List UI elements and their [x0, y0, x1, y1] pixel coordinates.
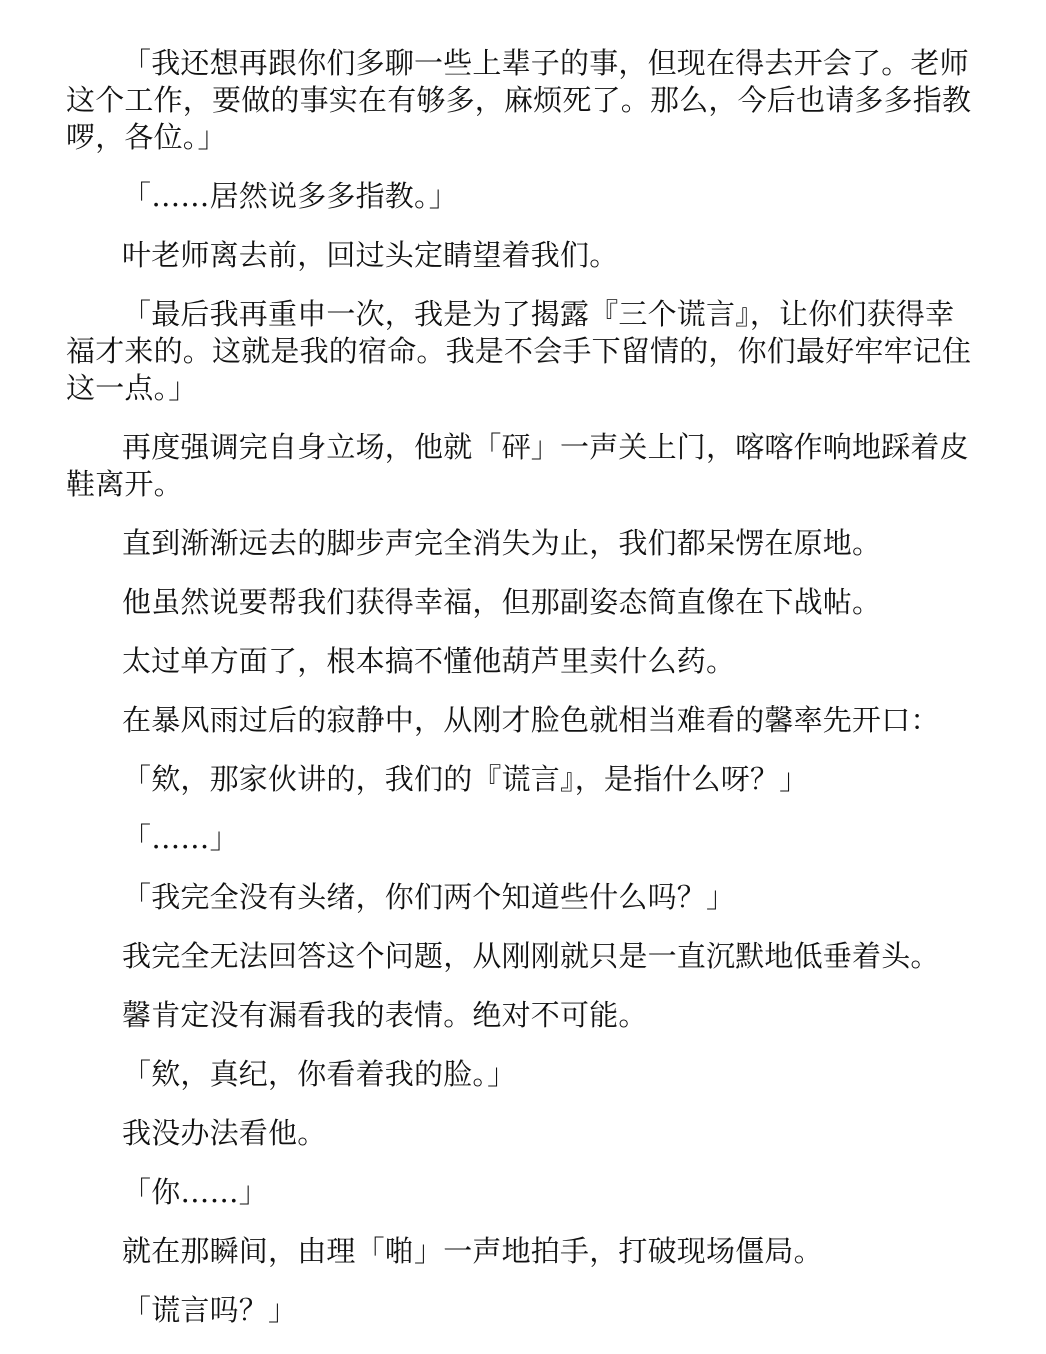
paragraph: 「欸，那家伙讲的，我们的『谎言』，是指什么呀？」: [122, 762, 809, 796]
paragraph: 「欸，真纪，你看着我的脸。」: [122, 1057, 517, 1091]
paragraph: 「谎言吗？」: [122, 1293, 298, 1327]
paragraph: 我完全无法回答这个问题，从刚刚就只是一直沉默地低垂着头。: [122, 939, 940, 973]
paragraph: 「……」: [122, 821, 239, 855]
paragraph: 馨肯定没有漏看我的表情。绝对不可能。: [122, 998, 648, 1032]
paragraph: 「最后我再重申一次，我是为了揭露『三个谎言』，让你们获得幸福才来的。这就是我的宿命。我是不会手下留情的，你们最好牢牢记住这一点。」: [66, 297, 972, 405]
paragraph: 「你……」: [122, 1175, 269, 1209]
paragraph: 「……居然说多多指教。」: [122, 179, 458, 213]
paragraph: 「我还想再跟你们多聊一些上辈子的事，但现在得去开会了。老师这个工作，要做的事实在有够多，麻烦死了。那么，今后也请多多指教啰，各位。」: [66, 46, 972, 154]
paragraph: 叶老师离去前，回过头定睛望着我们。: [122, 238, 619, 272]
paragraph: 太过单方面了，根本搞不懂他葫芦里卖什么药。: [122, 644, 736, 678]
paragraph: 他虽然说要帮我们获得幸福，但那副姿态简直像在下战帖。: [122, 585, 882, 619]
paragraph: 「我完全没有头绪，你们两个知道些什么吗？」: [122, 880, 736, 914]
paragraph: 再度强调完自身立场，他就「砰」一声关上门，喀喀作响地踩着皮鞋离开。: [66, 430, 969, 501]
paragraph: 我没办法看他。: [122, 1116, 327, 1150]
document-page: [66, 45, 974, 1351]
paragraph: 在暴风雨过后的寂静中，从刚才脸色就相当难看的馨率先开口：: [122, 703, 940, 737]
paragraph: 直到渐渐远去的脚步声完全消失为止，我们都呆愣在原地。: [122, 526, 882, 560]
paragraph: 就在那瞬间，由理「啪」一声地拍手，打破现场僵局。: [122, 1234, 823, 1268]
